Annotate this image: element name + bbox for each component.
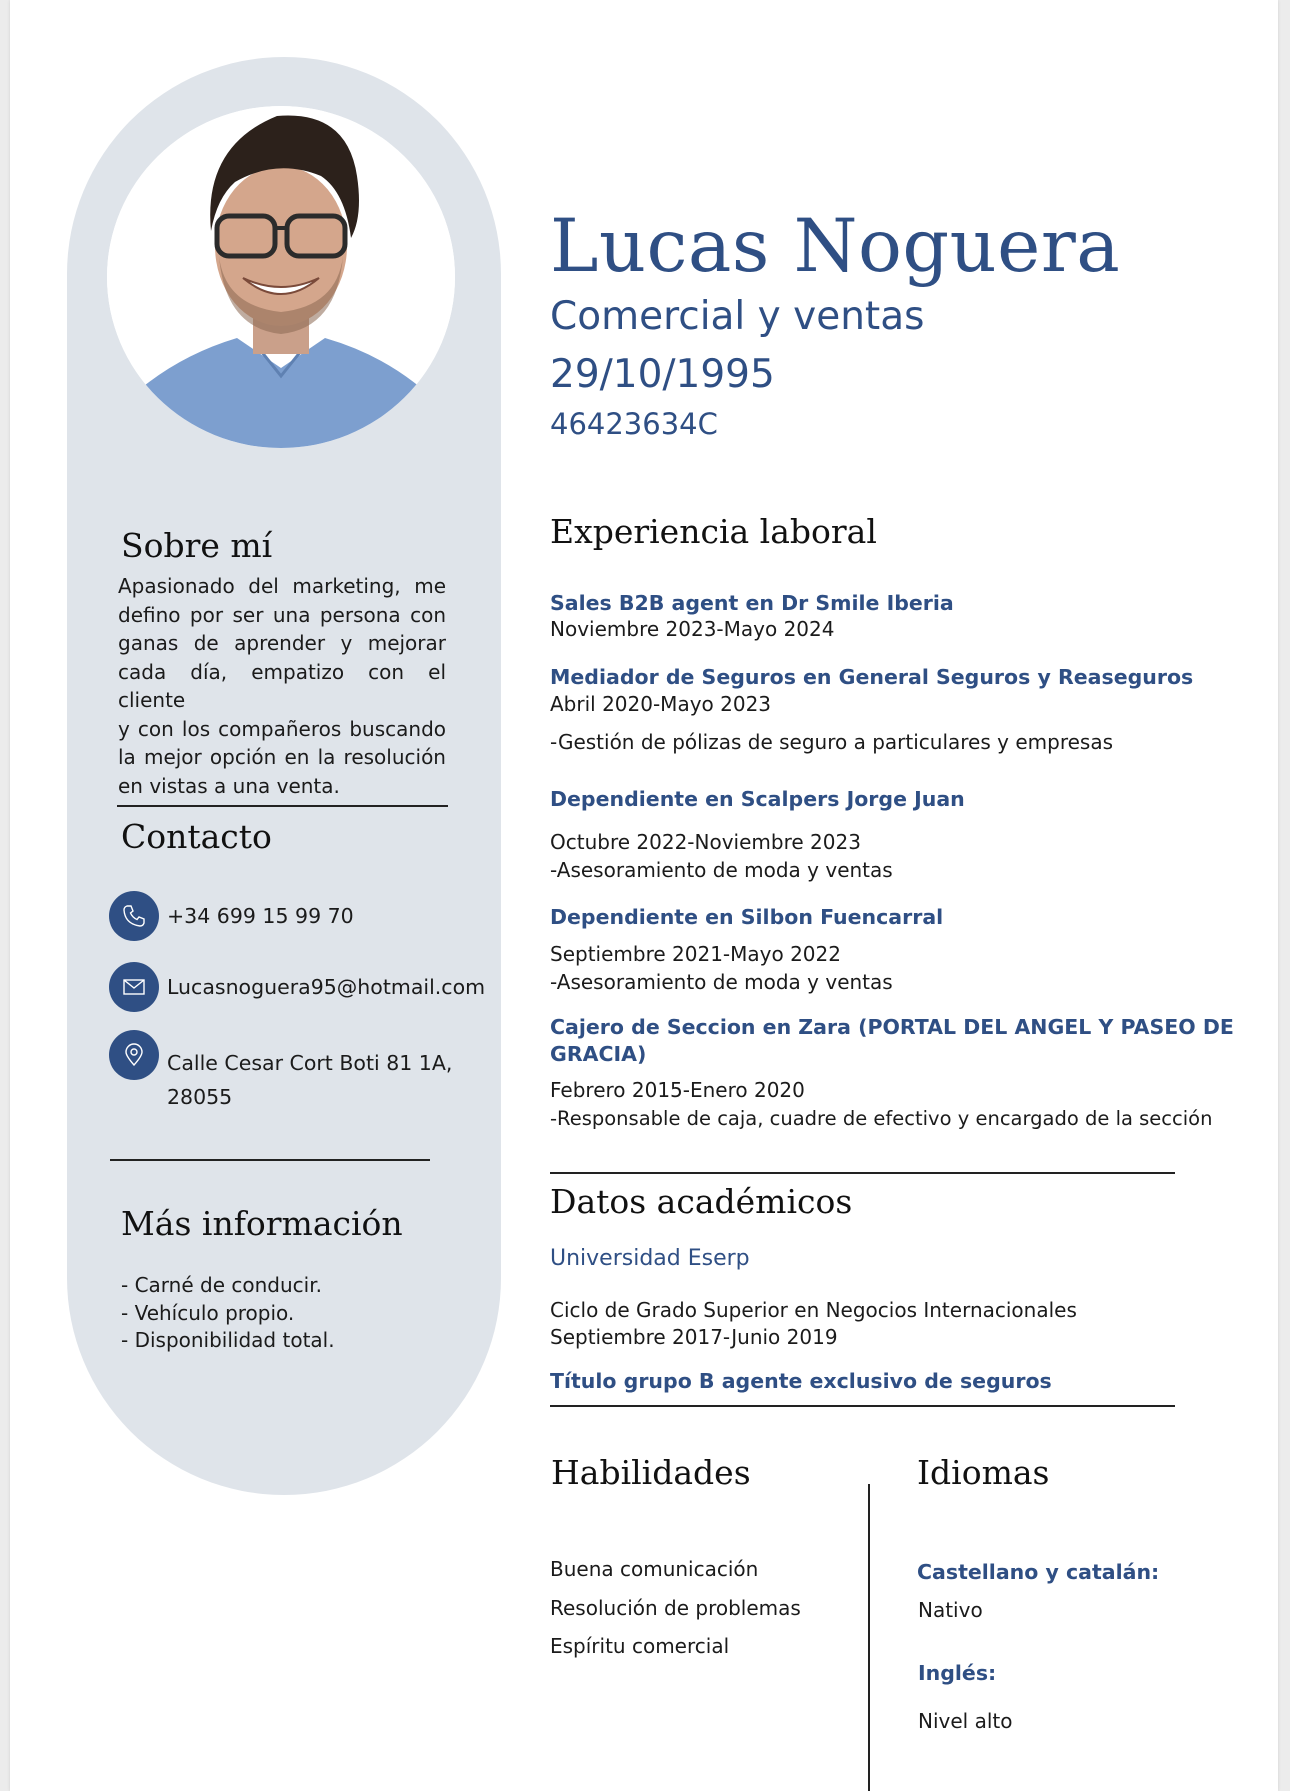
profile-photo — [107, 106, 455, 448]
phone-icon — [109, 891, 159, 941]
job-detail: -Responsable de caja, cuadre de efectivo y encargado de la sección — [550, 1107, 1213, 1130]
about-line: y con los compañeros buscando — [118, 716, 446, 741]
phone-number: +34 699 15 99 70 — [167, 904, 354, 928]
more-info-title: Más información — [121, 1204, 403, 1243]
languages-title: Idiomas — [917, 1453, 1050, 1492]
job-dates: Abril 2020-Mayo 2023 — [550, 692, 772, 716]
school-name: Universidad Eserp — [550, 1246, 750, 1271]
mail-icon — [109, 962, 159, 1012]
skill-item: Espíritu comercial — [550, 1634, 730, 1658]
language-level: Nativo — [918, 1598, 983, 1622]
address — [167, 1046, 452, 1114]
list-item: - Disponibilidad total. — [121, 1328, 335, 1352]
about-text — [118, 572, 446, 800]
full-name: Lucas Noguera — [550, 204, 1121, 289]
email-address: Lucasnoguera95@hotmail.com — [167, 975, 486, 999]
divider — [110, 1159, 430, 1161]
skill-item: Buena comunicación — [550, 1557, 759, 1581]
degree: Ciclo de Grado Superior en Negocios Internacionales — [550, 1298, 1077, 1322]
education-dates: Septiembre 2017-Junio 2019 — [550, 1325, 838, 1349]
about-line: en vistas a una venta. — [118, 773, 340, 798]
about-line: ganas de aprender y mejorar — [118, 631, 446, 655]
address-line: Calle Cesar Cort Boti 81 1A, — [167, 1051, 453, 1075]
job-detail: -Asesoramiento de moda y ventas — [550, 858, 893, 882]
job-detail: -Asesoramiento de moda y ventas — [550, 970, 893, 994]
job-role: Comercial y ventas — [550, 294, 925, 339]
birth-date: 29/10/1995 — [550, 352, 775, 397]
language-level: Nivel alto — [918, 1709, 1013, 1733]
more-info-list — [121, 1272, 335, 1355]
job-dates: Septiembre 2021-Mayo 2022 — [550, 942, 841, 966]
list-item: - Vehículo propio. — [121, 1300, 295, 1325]
certification: Título grupo B agente exclusivo de seguros — [550, 1369, 1052, 1393]
job-dates: Febrero 2015-Enero 2020 — [550, 1078, 805, 1102]
job-dates: Noviembre 2023-Mayo 2024 — [550, 617, 835, 641]
experience-title: Experiencia laboral — [550, 512, 877, 551]
divider — [550, 1172, 1175, 1174]
location-pin-icon — [109, 1030, 159, 1080]
resume-page — [10, 0, 1278, 1791]
skill-item: Resolución de problemas — [550, 1595, 801, 1620]
job-title: GRACIA) — [550, 1042, 647, 1066]
divider — [117, 805, 448, 807]
skills-title: Habilidades — [551, 1453, 751, 1492]
divider — [550, 1405, 1175, 1407]
column-divider — [868, 1484, 870, 1791]
id-number: 46423634C — [550, 407, 718, 441]
about-line: Apasionado del marketing, me — [118, 574, 446, 598]
about-line: la mejor opción en la resolución — [118, 745, 446, 769]
job-title: Sales B2B agent en Dr Smile Iberia — [550, 591, 954, 615]
job-title: Mediador de Seguros en General Seguros y Reaseguros — [550, 665, 1194, 689]
contact-title: Contacto — [121, 817, 272, 856]
job-title: Dependiente en Silbon Fuencarral — [550, 905, 944, 929]
about-line: defino por ser una persona con — [118, 602, 446, 627]
job-detail: -Gestión de pólizas de seguro a particulares y empresas — [550, 730, 1113, 754]
about-title: Sobre mí — [121, 526, 273, 565]
skills-list — [550, 1550, 801, 1666]
list-item: - Carné de conducir. — [121, 1273, 322, 1297]
job-dates: Octubre 2022-Noviembre 2023 — [550, 830, 861, 854]
job-title: Dependiente en Scalpers Jorge Juan — [550, 787, 965, 811]
job-title: Cajero de Seccion en Zara (PORTAL DEL ANGEL Y PASEO DE — [550, 1015, 1234, 1039]
language-name: Castellano y catalán: — [917, 1560, 1160, 1584]
address-line: 28055 — [167, 1085, 233, 1109]
language-name: Inglés: — [918, 1661, 997, 1685]
education-title: Datos académicos — [550, 1182, 853, 1221]
about-line: cada día, empatizo con el cliente — [118, 659, 446, 712]
